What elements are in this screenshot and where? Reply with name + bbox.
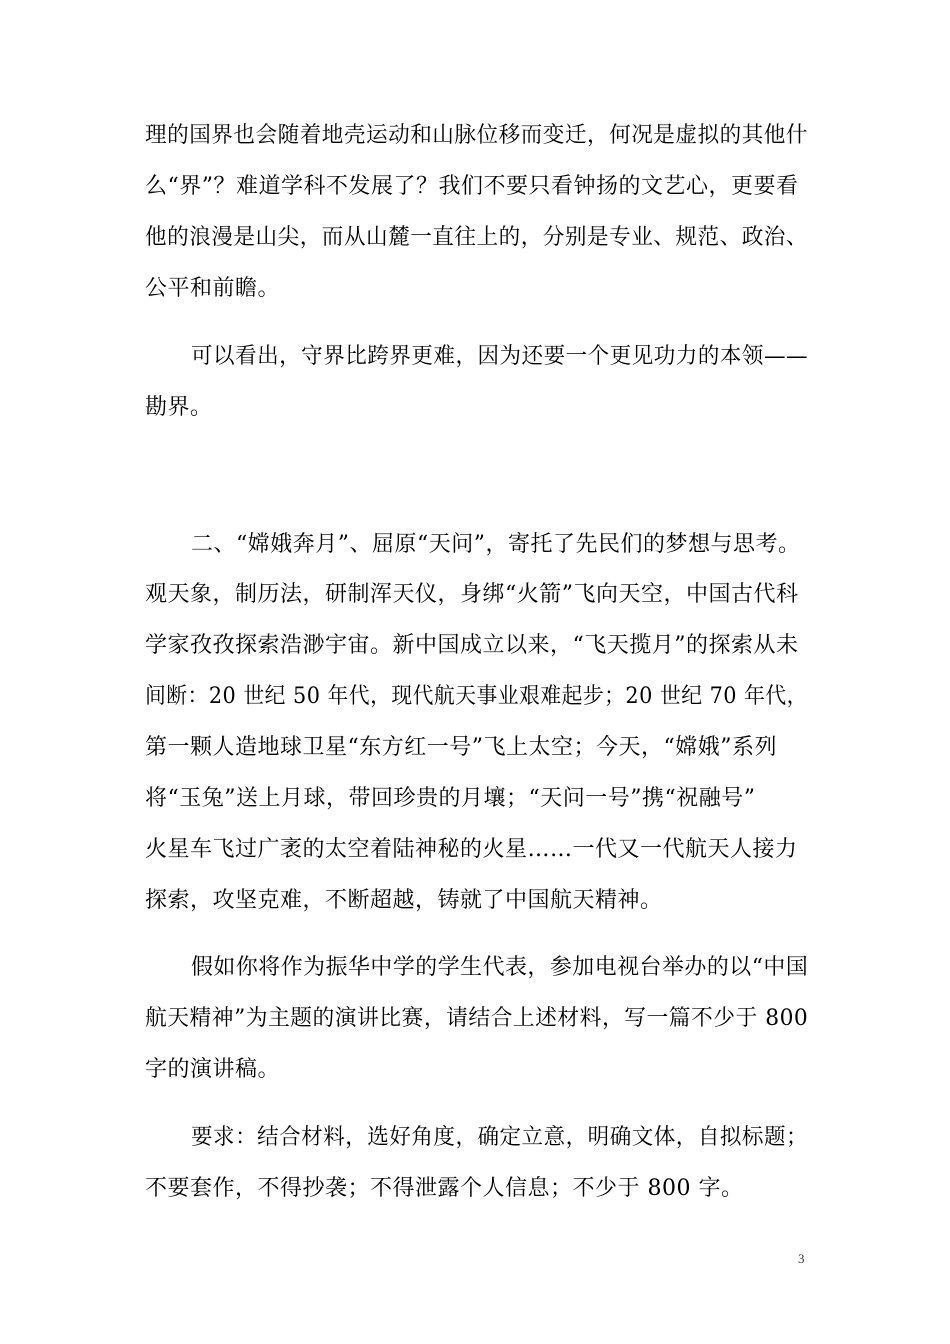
page-number: 3 [798, 1251, 805, 1266]
paragraph-3-line-8: 探索，攻坚克难，不断超越，铸就了中国航天精神。 [145, 888, 663, 913]
paragraph-5-line-2: 不要套作，不得抄袭；不得泄露个人信息；不少于 800 字。 [145, 1176, 744, 1201]
paragraph-1-line-1: 理的国界也会随着地壳运动和山脉位移而变迁，何况是虚拟的其他什 [145, 123, 809, 148]
paragraph-3-line-6: 将“玉兔”送上月球，带回珍贵的月壤；“天问一号”携“祝融号” [145, 786, 756, 811]
paragraph-2-line-1: 可以看出，守界比跨界更难，因为还要一个更见功力的本领—— [191, 344, 809, 369]
paragraph-3-line-5: 第一颗人造地球卫星“东方红一号”飞上太空；今天，“嫦娥”系列 [145, 735, 777, 760]
paragraph-1-line-2: 么“界”？难道学科不发展了？我们不要只看钟扬的文艺心，更要看 [145, 174, 799, 199]
paragraph-3-line-3: 学家孜孜探索浩渺宇宙。新中国成立以来，“飞天揽月”的探索从未 [145, 633, 799, 658]
paragraph-4-line-1: 假如你将作为振华中学的学生代表，参加电视台举办的以“中国 [191, 955, 809, 980]
paragraph-3-line-4: 间断：20 世纪 50 年代，现代航天事业艰难起步；20 世纪 70 年代， [145, 684, 808, 709]
paragraph-3-line-1: 二、“嫦娥奔月”、屈原“天问”，寄托了先民们的梦想与思考。 [191, 532, 801, 557]
paragraph-1-line-3: 他的浪漫是山尖，而从山麓一直往上的，分别是专业、规范、政治、 [145, 225, 809, 250]
paragraph-5-line-1: 要求：结合材料，选好角度，确定立意，明确文体，自拟标题； [191, 1125, 809, 1150]
paragraph-4-line-2: 航天精神”为主题的演讲比赛，请结合上述材料，写一篇不少于 800 [145, 1006, 809, 1031]
paragraph-4-line-3: 字的演讲稿。 [145, 1057, 281, 1082]
paragraph-1-line-4: 公平和前瞻。 [145, 276, 281, 301]
paragraph-3-line-7: 火星车飞过广袤的太空着陆神秘的火星……一代又一代航天人接力 [145, 837, 798, 862]
paragraph-3-line-2: 观天象，制历法，研制浑天仪，身绑“火箭”飞向天空，中国古代科 [145, 582, 799, 607]
paragraph-2-line-2: 勘界。 [145, 395, 213, 420]
